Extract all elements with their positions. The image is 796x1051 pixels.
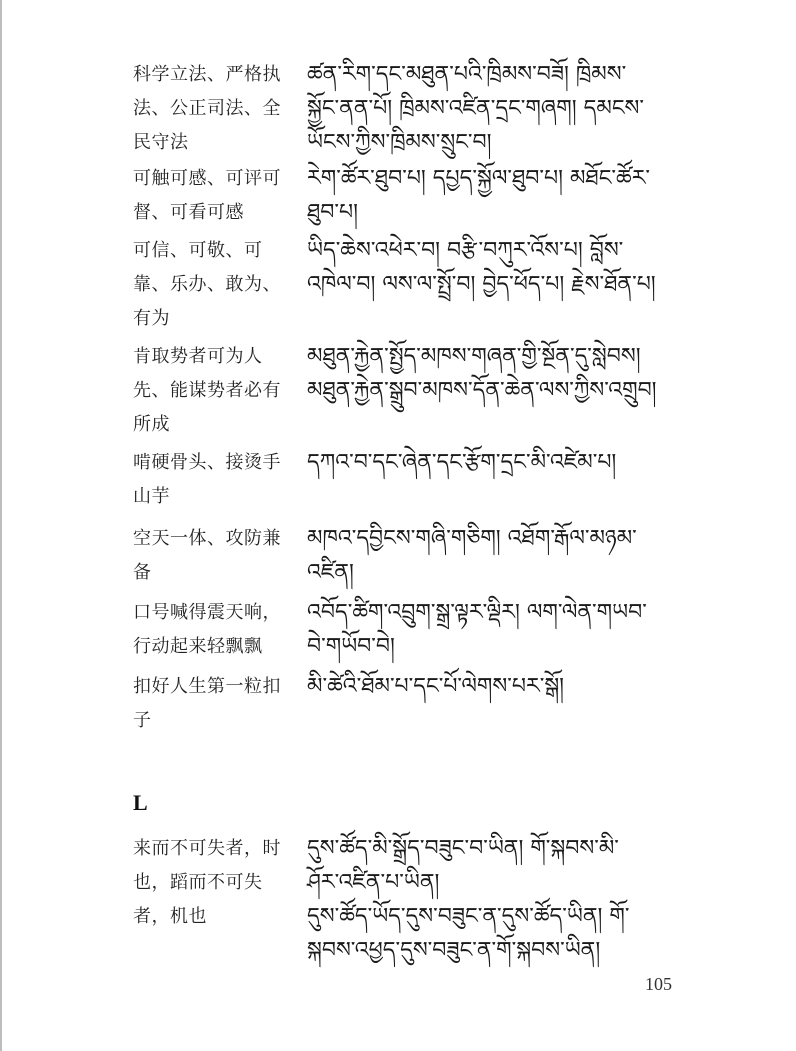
tibetan-line: སྐྱོང་ནན་པོ། ཁྲིམས་འཛིན་དྲང་གཞག། དམངས་	[307, 96, 644, 121]
tibetan-line: དཀའ་བ་དང་ཞེན་དང་རྩོག་དྲང་མི་འཛེམ་པ།	[307, 450, 617, 475]
chinese-term-line: 可信、可敬、可	[133, 240, 263, 261]
chinese-term-line: 备	[133, 562, 152, 583]
chinese-term	[133, 234, 293, 336]
chinese-term	[133, 832, 293, 934]
tibetan-line: མཐུན་རྐྱེན་སྤྱོད་མཁས་གཞན་གྱི་སྔོན་དུ་སླེབས།	[307, 344, 641, 369]
chinese-term-line: 扣好人生第一粒扣	[133, 676, 281, 697]
chinese-term-line: 先、能谋势者必有	[133, 380, 281, 401]
page-number: 105	[645, 974, 672, 994]
chinese-term-line: 肯取势者可为人	[133, 346, 263, 367]
chinese-term	[133, 58, 293, 160]
tibetan-line: འཛིན།	[307, 560, 354, 585]
tibetan-line: ཡིད་ཆེས་འཕེར་བ། བརྩི་བཀུར་འོས་པ། བློས་	[307, 238, 624, 263]
tibetan-translation	[307, 446, 687, 480]
chinese-term	[133, 670, 293, 738]
chinese-term	[133, 162, 293, 230]
tibetan-line: ཤོར་འཛིན་པ་ཡིན།	[307, 870, 440, 895]
tibetan-translation	[307, 522, 687, 590]
chinese-term-line: 行动起来轻飘飘	[133, 636, 263, 657]
chinese-term-line: 者，机也	[133, 906, 207, 927]
chinese-term-line: 民守法	[133, 132, 189, 153]
chinese-term-line: 科学立法、严格执	[133, 64, 281, 85]
tibetan-line: དུས་ཚོད་ཡོད་དུས་བཟུང་ན་དུས་ཚོད་ཡིན། གོ་	[307, 904, 630, 929]
chinese-term-line: 靠、乐办、敢为、	[133, 274, 281, 295]
chinese-term-line: 法、公正司法、全	[133, 98, 281, 119]
chinese-term-line: 督、可看可感	[133, 202, 244, 223]
chinese-term-line: 所成	[133, 414, 170, 435]
tibetan-line: མཁའ་དབྱིངས་གཞི་གཅིག། འཐོག་རྒོལ་མཉམ་	[307, 526, 637, 551]
tibetan-line: འཁེལ་བ། ལས་ལ་སྤྲོ་བ། བྱེད་ཕོད་པ། རྗེས་ཐོན་པ།	[307, 272, 656, 297]
tibetan-translation	[307, 162, 687, 230]
tibetan-line: མི་ཚེའི་ཐོམ་པ་དང་པོ་ལེགས་པར་སྒོ།	[307, 674, 565, 699]
chinese-term-line: 山芋	[133, 486, 170, 507]
tibetan-line: རེག་ཚོར་ཐུབ་པ། དཔྱད་སྐྱོལ་ཐུབ་པ། མཐོང་ཚོར་	[307, 166, 651, 191]
chinese-term-line: 口号喊得震天响，	[133, 602, 281, 623]
tibetan-translation	[307, 340, 687, 408]
tibetan-line: ཐུབ་པ།	[307, 200, 358, 225]
tibetan-translation	[307, 832, 687, 968]
tibetan-line: མཐུན་རྐྱེན་སྒྲུབ་མཁས་དོན་ཆེན་ལས་ཀྱིས་འགྲུབ།	[307, 378, 657, 403]
chinese-term	[133, 446, 293, 514]
chinese-term-line: 有为	[133, 308, 170, 329]
tibetan-translation	[307, 596, 687, 664]
chinese-term-line: 子	[133, 710, 152, 731]
chinese-term	[133, 596, 293, 664]
tibetan-line: ཚན་རིག་དང་མཐུན་པའི་ཁྲིམས་བཟོ། ཁྲིམས་	[307, 62, 627, 87]
chinese-term	[133, 522, 293, 590]
tibetan-translation	[307, 670, 687, 704]
chinese-term-line: 也，蹈而不可失	[133, 872, 263, 893]
chinese-term	[133, 340, 293, 442]
tibetan-line: བེ་གཡོབ་བེ།	[307, 634, 395, 659]
tibetan-translation	[307, 58, 687, 160]
tibetan-line: སྐབས་འཕྱད་དུས་བཟུང་ན་གོ་སྐབས་ཡིན།	[307, 938, 601, 963]
section-letter-heading: L	[133, 790, 148, 815]
chinese-term-line: 啃硬骨头、接烫手	[133, 452, 281, 473]
tibetan-translation	[307, 234, 687, 302]
chinese-term-line: 来而不可失者，时	[133, 838, 281, 859]
chinese-term-line: 空天一体、攻防兼	[133, 528, 281, 549]
tibetan-line: དུས་ཚོད་མི་སྒྲོད་བཟུང་བ་ཡིན། གོ་སྐབས་མི་	[307, 836, 619, 861]
tibetan-line: འབོད་ཚིག་འབྲུག་སྒྲ་ལྟར་ལྡིར། ལག་ལེན་གཡབ་	[307, 600, 647, 625]
chinese-term-line: 可触可感、可评可	[133, 168, 281, 189]
tibetan-line: ཡོངས་ཀྱིས་ཁྲིམས་སྲུང་བ།	[307, 130, 492, 155]
